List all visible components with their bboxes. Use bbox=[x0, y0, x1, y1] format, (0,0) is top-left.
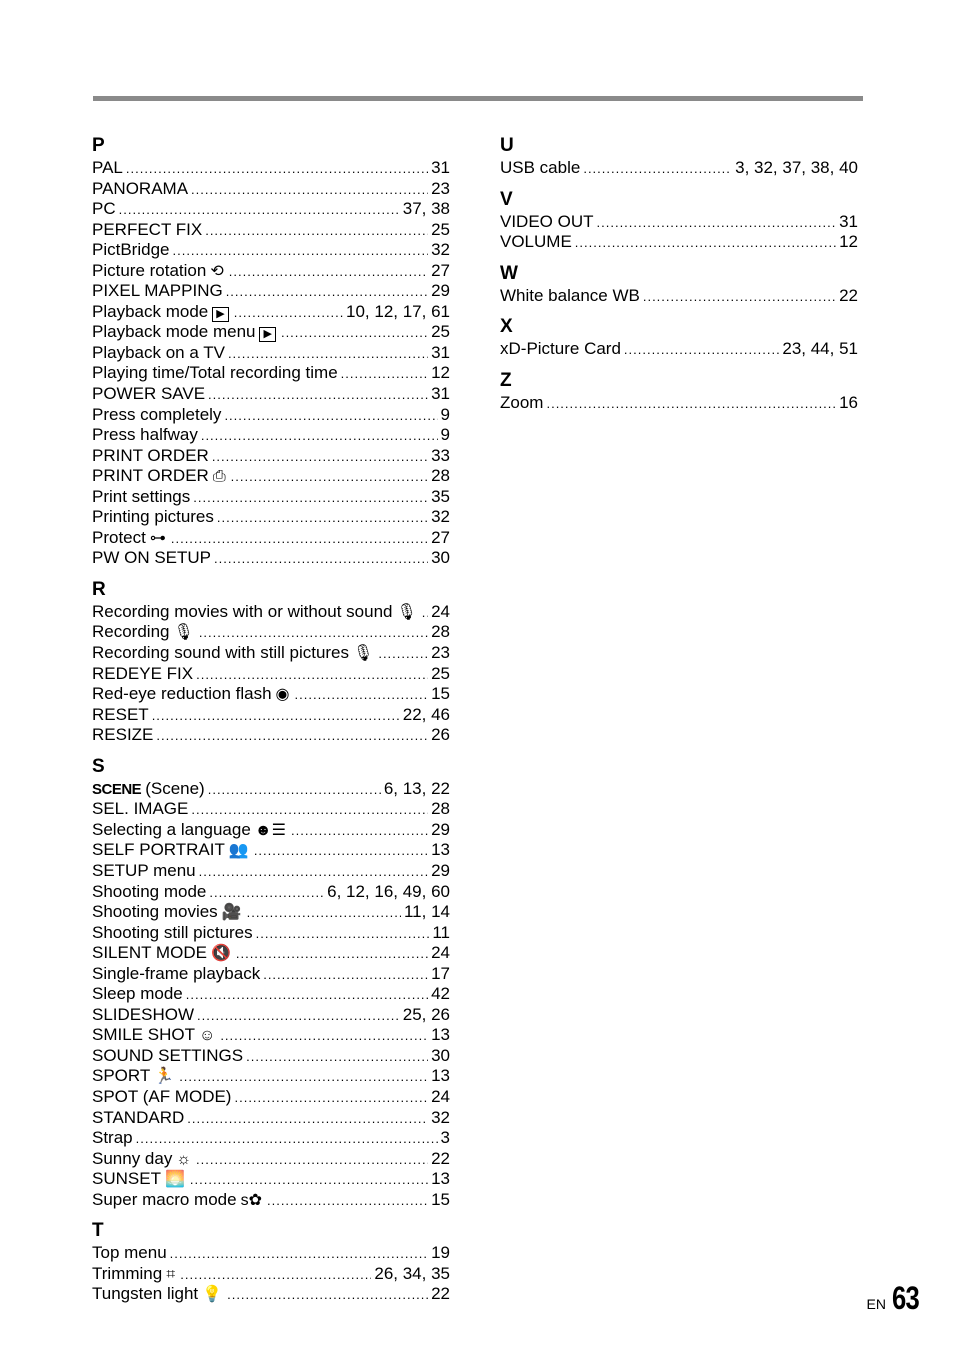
entry-term: Playback on a TV bbox=[92, 342, 225, 362]
dot-leader bbox=[575, 233, 836, 254]
entry-pages: 19 bbox=[431, 1243, 450, 1263]
index-entry bbox=[92, 1149, 450, 1170]
entry-term: SILENT MODE bbox=[92, 943, 207, 963]
section-letter: P bbox=[92, 135, 105, 156]
section-letter: S bbox=[92, 755, 105, 777]
index-entry bbox=[92, 322, 450, 343]
entry-term: Sunny day bbox=[92, 1148, 173, 1168]
entry-pages: 29 bbox=[431, 281, 450, 301]
dot-leader bbox=[226, 282, 428, 303]
index-section-w bbox=[500, 262, 858, 307]
entry-term: REDEYE FIX bbox=[92, 663, 194, 683]
entry-term: Protect bbox=[92, 527, 146, 547]
entry-pages: 29 bbox=[431, 860, 450, 880]
entry-pages: 24 bbox=[431, 601, 450, 621]
entry-term: SPOT (AF MODE) bbox=[92, 1086, 232, 1106]
index-entry bbox=[92, 1284, 450, 1305]
dot-leader bbox=[228, 344, 428, 365]
entry-pages: 16 bbox=[839, 392, 858, 412]
section-letter: W bbox=[500, 262, 518, 284]
entry-pages: 35 bbox=[431, 486, 450, 506]
dot-leader bbox=[341, 364, 428, 385]
index-entry bbox=[500, 393, 858, 414]
index-section-x bbox=[500, 315, 858, 360]
entry-pages: 12 bbox=[431, 363, 450, 383]
dot-leader bbox=[291, 821, 428, 842]
sunset-icon: 🌅 bbox=[164, 1171, 185, 1189]
index-entry bbox=[92, 425, 450, 446]
entry-pages: 37, 38 bbox=[402, 199, 450, 219]
index-entry bbox=[92, 923, 450, 944]
dot-leader bbox=[201, 426, 438, 447]
dot-leader bbox=[643, 287, 836, 308]
trim-icon: ⌗ bbox=[166, 1265, 176, 1283]
index-section-v bbox=[500, 188, 858, 253]
entry-pages: 12 bbox=[839, 232, 858, 252]
entry-pages: 13 bbox=[431, 840, 450, 860]
entry-pages: 29 bbox=[431, 819, 450, 839]
entry-pages: 25, 26 bbox=[402, 1004, 450, 1024]
index-entry bbox=[92, 799, 450, 820]
dot-leader bbox=[214, 549, 428, 570]
entry-term: SPORT bbox=[92, 1066, 151, 1086]
entry-term: Shooting movies bbox=[92, 902, 218, 922]
entry-term: Playback mode menu bbox=[92, 322, 256, 342]
index-entry bbox=[92, 725, 450, 746]
index-entry bbox=[92, 984, 450, 1005]
entry-pages: 15 bbox=[431, 684, 450, 704]
index-entry bbox=[92, 302, 450, 323]
index-entry bbox=[92, 1128, 450, 1149]
index-entry bbox=[92, 1108, 450, 1129]
eye-icon: ◉ bbox=[275, 686, 290, 704]
index-entry bbox=[500, 158, 858, 179]
entry-pages: 26 bbox=[431, 725, 450, 745]
dot-leader bbox=[254, 841, 428, 862]
entry-term: SELF PORTRAIT bbox=[92, 840, 225, 860]
index-entry bbox=[92, 240, 450, 261]
entry-term: Selecting a language bbox=[92, 819, 251, 839]
language-icon: ☻☰ bbox=[254, 821, 286, 839]
section-letter: V bbox=[500, 188, 513, 210]
dot-leader bbox=[227, 1285, 428, 1306]
index-entry bbox=[92, 446, 450, 467]
dot-leader bbox=[208, 385, 428, 406]
dot-leader bbox=[267, 1191, 428, 1212]
section-letter: Z bbox=[500, 369, 512, 391]
dot-leader bbox=[546, 394, 836, 415]
microphone-icon: 🎙 bbox=[353, 645, 374, 663]
index-entry bbox=[92, 684, 450, 705]
dot-leader bbox=[263, 965, 428, 986]
entry-term: PictBridge bbox=[92, 240, 170, 260]
dot-leader bbox=[193, 488, 428, 509]
entry-pages: 6, 12, 16, 49, 60 bbox=[327, 881, 450, 901]
entry-pages: 22 bbox=[431, 1148, 450, 1168]
entry-term: SEL. IMAGE bbox=[92, 799, 189, 819]
index-entry bbox=[92, 1264, 450, 1285]
microphone-icon: 🎙 bbox=[173, 624, 194, 642]
dot-leader bbox=[209, 883, 324, 904]
entry-pages: 13 bbox=[431, 1025, 450, 1045]
entry-pages: 26, 34, 35 bbox=[374, 1263, 450, 1283]
dot-leader bbox=[229, 262, 428, 283]
index-entry bbox=[92, 363, 450, 384]
dot-leader bbox=[172, 241, 428, 262]
index-entry bbox=[92, 281, 450, 302]
index-entry bbox=[92, 643, 450, 664]
entry-pages: 32 bbox=[431, 507, 450, 527]
entry-pages: 22 bbox=[839, 285, 858, 305]
entry-pages: 32 bbox=[431, 1107, 450, 1127]
entry-term: Single-frame playback bbox=[92, 963, 261, 983]
entry-term: Sleep mode bbox=[92, 984, 183, 1004]
entry-term: USB cable bbox=[500, 158, 581, 177]
entry-term: Press completely bbox=[92, 404, 222, 424]
dot-leader bbox=[186, 985, 428, 1006]
entry-pages: 25 bbox=[431, 663, 450, 683]
entry-pages: 3 bbox=[440, 1128, 450, 1148]
entry-pages: 25 bbox=[431, 219, 450, 239]
index-entry bbox=[92, 1087, 450, 1108]
dot-leader bbox=[199, 623, 428, 644]
index-entry bbox=[92, 882, 450, 903]
dot-leader bbox=[224, 406, 437, 427]
entry-pages: 42 bbox=[431, 984, 450, 1004]
entry-pages: 15 bbox=[431, 1189, 450, 1209]
entry-term: PC bbox=[92, 199, 116, 219]
index-section-r bbox=[92, 578, 450, 746]
page-footer bbox=[867, 1280, 924, 1317]
entry-term: Zoom bbox=[500, 392, 544, 412]
entry-pages: 31 bbox=[839, 211, 858, 231]
entry-pages: 33 bbox=[431, 445, 450, 465]
dot-leader bbox=[119, 200, 400, 221]
dot-leader bbox=[187, 1109, 428, 1130]
super-macro-icon: s✿ bbox=[240, 1191, 262, 1209]
entry-term: VIDEO OUT bbox=[500, 211, 594, 231]
entry-term: Press halfway bbox=[92, 425, 198, 445]
index-entry bbox=[92, 466, 450, 487]
index-entry bbox=[92, 158, 450, 179]
entry-pages: 22 bbox=[431, 1284, 450, 1304]
playback-icon: ▶ bbox=[212, 307, 228, 322]
section-letter: T bbox=[92, 1220, 104, 1242]
index-entry bbox=[500, 232, 858, 253]
dot-leader bbox=[136, 1129, 438, 1150]
page-number: 63 bbox=[892, 1280, 919, 1316]
dot-leader bbox=[234, 303, 343, 324]
dot-leader bbox=[126, 159, 428, 180]
sport-icon: 🏃 bbox=[154, 1068, 175, 1086]
dot-leader bbox=[231, 467, 428, 488]
entry-term: Strap bbox=[92, 1128, 133, 1148]
index-entry bbox=[92, 405, 450, 426]
dot-leader bbox=[205, 221, 428, 242]
dot-leader bbox=[378, 644, 428, 665]
entry-term: xD-Picture Card bbox=[500, 339, 621, 359]
section-letter: U bbox=[500, 135, 514, 156]
dot-leader bbox=[196, 665, 428, 686]
dot-leader bbox=[208, 780, 381, 801]
index-entry bbox=[92, 964, 450, 985]
section-letter: X bbox=[500, 316, 513, 338]
index-entry bbox=[92, 1046, 450, 1067]
index-section-s bbox=[92, 755, 450, 1210]
dot-leader bbox=[220, 1026, 428, 1047]
index-entry bbox=[92, 487, 450, 508]
index-entry bbox=[92, 343, 450, 364]
entry-term: SOUND SETTINGS bbox=[92, 1045, 244, 1065]
index-entry bbox=[92, 602, 450, 623]
entry-term: PW ON SETUP bbox=[92, 548, 212, 568]
index-entry bbox=[92, 528, 450, 549]
index-entry bbox=[92, 1243, 450, 1264]
language-label: EN bbox=[866, 1296, 886, 1312]
dot-leader bbox=[246, 1047, 428, 1068]
entry-term: Shooting still pictures bbox=[92, 922, 253, 942]
entry-term: Super macro mode bbox=[92, 1189, 237, 1209]
light-bulb-icon: 💡 bbox=[202, 1286, 223, 1304]
index-section-z bbox=[500, 369, 858, 414]
entry-term: RESIZE bbox=[92, 725, 154, 745]
entry-pages: 27 bbox=[431, 260, 450, 280]
entry-pages: 24 bbox=[431, 943, 450, 963]
entry-pages: 25 bbox=[431, 322, 450, 342]
index-entry bbox=[92, 861, 450, 882]
rotate-icon: ⟲ bbox=[210, 262, 224, 280]
dot-leader bbox=[156, 726, 428, 747]
entry-pages: 28 bbox=[431, 799, 450, 819]
dot-leader bbox=[191, 800, 428, 821]
entry-pages: 11 bbox=[432, 922, 450, 942]
entry-term: PAL bbox=[92, 158, 123, 177]
index-entry bbox=[92, 664, 450, 685]
self-portrait-icon: 👥 bbox=[228, 842, 249, 860]
entry-term: PIXEL MAPPING bbox=[92, 281, 223, 301]
entry-term: PERFECT FIX bbox=[92, 219, 203, 239]
entry-pages: 27 bbox=[431, 527, 450, 547]
dot-leader bbox=[171, 529, 428, 550]
smile-icon: ☺ bbox=[198, 1027, 216, 1045]
dot-leader bbox=[295, 685, 429, 706]
index-entry bbox=[92, 779, 450, 800]
index-entry bbox=[92, 1190, 450, 1211]
entry-term: SUNSET bbox=[92, 1169, 161, 1189]
index-entry bbox=[92, 902, 450, 923]
dot-leader bbox=[170, 1244, 428, 1265]
index-entry bbox=[92, 220, 450, 241]
index-entry bbox=[92, 507, 450, 528]
entry-term: SETUP menu bbox=[92, 860, 196, 880]
index-entry bbox=[500, 212, 858, 233]
entry-term: Shooting mode bbox=[92, 881, 207, 901]
entry-term: (Scene) bbox=[145, 778, 205, 798]
dot-leader bbox=[247, 903, 401, 924]
entry-pages: 31 bbox=[431, 384, 450, 404]
entry-term: PANORAMA bbox=[92, 178, 189, 198]
microphone-icon: 🎙 bbox=[396, 603, 417, 621]
entry-term: Red-eye reduction flash bbox=[92, 684, 272, 704]
dot-leader bbox=[236, 944, 428, 965]
index-entry bbox=[92, 1066, 450, 1087]
entry-pages: 31 bbox=[431, 342, 450, 362]
index-entry bbox=[92, 199, 450, 220]
entry-term: Print settings bbox=[92, 486, 191, 506]
index-entry bbox=[92, 548, 450, 569]
entry-pages: 10, 12, 17, 61 bbox=[346, 301, 450, 321]
entry-pages: 30 bbox=[431, 548, 450, 568]
entry-term: Playback mode bbox=[92, 301, 209, 321]
entry-pages: 28 bbox=[431, 622, 450, 642]
index-entry bbox=[92, 261, 450, 282]
entry-term: Picture rotation bbox=[92, 260, 207, 280]
entry-term: Printing pictures bbox=[92, 507, 214, 527]
section-letter: R bbox=[92, 578, 106, 600]
dot-leader bbox=[234, 1088, 428, 1109]
movie-camera-icon: 🎥 bbox=[221, 904, 242, 922]
index-entry bbox=[92, 1005, 450, 1026]
index-entry bbox=[92, 705, 450, 726]
key-icon: ⊶ bbox=[149, 529, 166, 547]
dot-leader bbox=[422, 603, 428, 624]
entry-term: RESET bbox=[92, 704, 149, 724]
entry-term: Tungsten light bbox=[92, 1284, 199, 1304]
index-section-t bbox=[92, 1219, 450, 1305]
sun-icon: ☼ bbox=[176, 1150, 192, 1168]
index-section-u bbox=[500, 134, 858, 179]
dot-leader bbox=[180, 1265, 371, 1286]
dot-leader bbox=[217, 508, 428, 529]
entry-term: Top menu bbox=[92, 1243, 167, 1263]
entry-term: SMILE SHOT bbox=[92, 1025, 195, 1045]
scene-icon: SCENE bbox=[92, 780, 142, 798]
dot-leader bbox=[597, 213, 837, 234]
print-order-icon: ⎙ bbox=[212, 468, 226, 486]
dot-leader bbox=[191, 180, 428, 201]
entry-pages: 17 bbox=[431, 963, 450, 983]
playback-icon: ▶ bbox=[259, 327, 275, 342]
entry-term: STANDARD bbox=[92, 1107, 185, 1127]
entry-pages: 31 bbox=[431, 158, 450, 177]
entry-term: Recording movies with or without sound bbox=[92, 601, 393, 621]
index-entry bbox=[500, 339, 858, 360]
entry-term: Trimming bbox=[92, 1263, 163, 1283]
dot-leader bbox=[197, 1006, 400, 1027]
entry-term: White balance WB bbox=[500, 285, 640, 305]
entry-pages: 6, 13, 22 bbox=[383, 778, 450, 798]
entry-pages: 13 bbox=[431, 1169, 450, 1189]
index-entry bbox=[92, 622, 450, 643]
dot-leader bbox=[624, 340, 779, 361]
entry-pages: 23 bbox=[431, 178, 450, 198]
entry-pages: 9 bbox=[440, 425, 450, 445]
entry-pages: 23 bbox=[431, 643, 450, 663]
index-entry bbox=[92, 840, 450, 861]
entry-pages: 9 bbox=[440, 404, 450, 424]
index-entry bbox=[92, 820, 450, 841]
dot-leader bbox=[152, 706, 400, 727]
index-entry bbox=[92, 943, 450, 964]
entry-term: PRINT ORDER bbox=[92, 466, 209, 486]
dot-leader bbox=[190, 1170, 428, 1191]
index-entry bbox=[92, 1169, 450, 1190]
header-rule bbox=[93, 96, 863, 101]
index-column-left bbox=[92, 134, 450, 1314]
dot-leader bbox=[212, 447, 428, 468]
dot-leader bbox=[179, 1067, 428, 1088]
entry-term: PRINT ORDER bbox=[92, 445, 209, 465]
entry-pages: 13 bbox=[431, 1066, 450, 1086]
index-entry bbox=[92, 1025, 450, 1046]
entry-pages: 32 bbox=[431, 240, 450, 260]
entry-term: SLIDESHOW bbox=[92, 1004, 195, 1024]
entry-term: VOLUME bbox=[500, 232, 572, 252]
index-section-p bbox=[92, 134, 450, 569]
entry-term: POWER SAVE bbox=[92, 384, 206, 404]
index-entry bbox=[92, 384, 450, 405]
dot-leader bbox=[281, 323, 428, 344]
entry-pages: 24 bbox=[431, 1086, 450, 1106]
entry-pages: 30 bbox=[431, 1045, 450, 1065]
index-column-right bbox=[500, 134, 858, 422]
index-entry bbox=[92, 179, 450, 200]
entry-pages: 22, 46 bbox=[402, 704, 450, 724]
entry-term: Recording sound with still pictures bbox=[92, 643, 350, 663]
dot-leader bbox=[256, 924, 430, 945]
silent-mode-icon: 🔇 bbox=[210, 945, 231, 963]
dot-leader bbox=[196, 1150, 428, 1171]
entry-term: Playing time/Total recording time bbox=[92, 363, 338, 383]
dot-leader bbox=[583, 159, 732, 180]
dot-leader bbox=[199, 862, 428, 883]
entry-pages: 28 bbox=[431, 466, 450, 486]
entry-term: Recording bbox=[92, 622, 170, 642]
entry-pages: 23, 44, 51 bbox=[782, 339, 858, 359]
entry-pages: 11, 14 bbox=[403, 902, 450, 922]
index-entry bbox=[500, 286, 858, 307]
entry-pages: 3, 32, 37, 38, 40 bbox=[735, 158, 858, 177]
